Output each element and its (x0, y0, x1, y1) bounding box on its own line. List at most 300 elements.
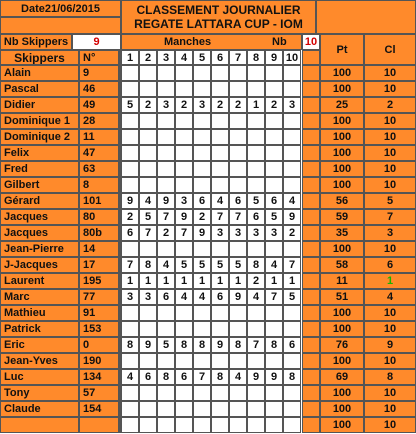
race-result (139, 417, 157, 433)
race-result: 1 (283, 273, 301, 289)
race-result (193, 305, 211, 321)
race-result: 2 (229, 97, 247, 113)
race-result (157, 321, 175, 337)
race-result (157, 353, 175, 369)
skipper-number: 80b (79, 225, 119, 241)
nb-skippers-label: Nb Skippers (0, 34, 72, 50)
race-result (193, 161, 211, 177)
race-result (193, 321, 211, 337)
skipper-name: Dominique 2 (0, 129, 79, 145)
race-result (283, 129, 301, 145)
race-result: 6 (283, 337, 301, 353)
race-result: 2 (211, 97, 229, 113)
race-result: 9 (265, 369, 283, 385)
race-result: 4 (211, 193, 229, 209)
race-result (175, 401, 193, 417)
skipper-name: J-Jacques (0, 257, 79, 273)
race-result: 2 (283, 225, 301, 241)
row-extra-column (302, 257, 320, 273)
rank-value: 10 (364, 385, 416, 401)
race-result (283, 401, 301, 417)
race-result (229, 305, 247, 321)
points-value: 35 (320, 225, 364, 241)
race-result (193, 145, 211, 161)
race-result (247, 129, 265, 145)
race-result: 5 (283, 289, 301, 305)
race-result (193, 177, 211, 193)
points-value: 25 (320, 97, 364, 113)
race-result: 7 (229, 209, 247, 225)
race-result (265, 161, 283, 177)
race-result (157, 417, 175, 433)
race-result: 3 (247, 225, 265, 241)
skipper-name: Didier (0, 97, 79, 113)
race-result (157, 401, 175, 417)
skipper-name: Laurent (0, 273, 79, 289)
race-header-2: 2 (139, 50, 157, 65)
skipper-number: 134 (79, 369, 119, 385)
race-result (157, 65, 175, 81)
header-spacer-left (0, 17, 121, 34)
race-result (175, 417, 193, 433)
race-result (247, 145, 265, 161)
skipper-number: 80 (79, 209, 119, 225)
points-value: 69 (320, 369, 364, 385)
rank-value: 10 (364, 401, 416, 417)
race-result (193, 129, 211, 145)
points-value: 100 (320, 81, 364, 97)
race-result (211, 305, 229, 321)
race-result (283, 65, 301, 81)
points-value: 51 (320, 289, 364, 305)
skipper-number: 11 (79, 129, 119, 145)
points-value: 59 (320, 209, 364, 225)
race-result (247, 385, 265, 401)
race-result (121, 417, 139, 433)
race-result (157, 177, 175, 193)
race-result (157, 81, 175, 97)
race-result (265, 177, 283, 193)
race-result: 8 (211, 369, 229, 385)
race-result (157, 129, 175, 145)
rank-value: 9 (364, 337, 416, 353)
race-result: 1 (229, 273, 247, 289)
rank-value: 10 (364, 241, 416, 257)
race-result (193, 401, 211, 417)
skipper-name (0, 417, 79, 433)
race-result (211, 129, 229, 145)
race-result (211, 417, 229, 433)
race-header-6: 6 (211, 50, 229, 65)
race-result: 3 (175, 193, 193, 209)
race-result (121, 401, 139, 417)
race-result: 7 (265, 289, 283, 305)
row-extra-column (302, 337, 320, 353)
race-result (265, 321, 283, 337)
race-result (265, 113, 283, 129)
skipper-name: Gilbert (0, 177, 79, 193)
skipper-number: 28 (79, 113, 119, 129)
skipper-name: Dominique 1 (0, 113, 79, 129)
race-result (283, 385, 301, 401)
skipper-name: Felix (0, 145, 79, 161)
points-value: 100 (320, 129, 364, 145)
rank-value: 10 (364, 145, 416, 161)
race-result: 6 (121, 225, 139, 241)
race-result (211, 321, 229, 337)
rank-value: 10 (364, 305, 416, 321)
row-extra-column (302, 161, 320, 177)
race-result (121, 113, 139, 129)
row-extra-column (302, 177, 320, 193)
race-result (121, 81, 139, 97)
rank-value: 2 (364, 97, 416, 113)
race-result: 9 (157, 193, 175, 209)
race-result (175, 241, 193, 257)
race-result: 7 (211, 209, 229, 225)
skipper-name: Alain (0, 65, 79, 81)
skipper-name: Jean-Yves (0, 353, 79, 369)
race-result: 5 (139, 209, 157, 225)
race-result: 5 (175, 257, 193, 273)
race-result: 5 (229, 257, 247, 273)
race-result: 3 (139, 289, 157, 305)
race-result: 6 (229, 193, 247, 209)
skipper-name: Claude (0, 401, 79, 417)
race-result: 1 (265, 273, 283, 289)
skipper-number: 14 (79, 241, 119, 257)
skipper-number: 8 (79, 177, 119, 193)
race-result (229, 353, 247, 369)
race-result: 1 (211, 273, 229, 289)
race-result (157, 113, 175, 129)
race-result: 6 (247, 209, 265, 225)
manches-header (121, 34, 302, 50)
race-result (193, 81, 211, 97)
race-result: 9 (175, 209, 193, 225)
race-result (139, 401, 157, 417)
race-result: 7 (283, 257, 301, 273)
race-result (283, 81, 301, 97)
row-extra-column (302, 145, 320, 161)
points-value: 58 (320, 257, 364, 273)
points-value: 76 (320, 337, 364, 353)
row-extra-column (302, 225, 320, 241)
page-title-block (121, 0, 316, 34)
race-result: 8 (193, 337, 211, 353)
race-result: 7 (157, 209, 175, 225)
race-result (121, 241, 139, 257)
points-value: 100 (320, 321, 364, 337)
skipper-number: 57 (79, 385, 119, 401)
points-value: 56 (320, 193, 364, 209)
points-value: 100 (320, 417, 364, 433)
race-result (121, 65, 139, 81)
race-result (211, 401, 229, 417)
race-result: 4 (283, 193, 301, 209)
race-result (121, 353, 139, 369)
skipper-number: 0 (79, 337, 119, 353)
skipper-name: Jacques (0, 225, 79, 241)
race-result (247, 65, 265, 81)
race-result (229, 177, 247, 193)
skipper-name: Jean-Pierre (0, 241, 79, 257)
race-header-8: 8 (247, 50, 265, 65)
race-result: 7 (193, 369, 211, 385)
race-result: 8 (175, 337, 193, 353)
race-result: 2 (121, 209, 139, 225)
race-result (175, 177, 193, 193)
race-result (139, 241, 157, 257)
row-extra-column (302, 209, 320, 225)
race-result: 8 (265, 337, 283, 353)
race-result (139, 161, 157, 177)
rank-value: 7 (364, 209, 416, 225)
race-result (265, 81, 283, 97)
race-result (121, 305, 139, 321)
row-extra-column (302, 65, 320, 81)
race-result (157, 241, 175, 257)
race-result (265, 353, 283, 369)
race-result (211, 353, 229, 369)
race-result (157, 145, 175, 161)
skipper-name: Marc (0, 289, 79, 305)
race-result (139, 321, 157, 337)
race-result: 3 (157, 97, 175, 113)
row-extra-column (302, 417, 320, 433)
race-result (175, 129, 193, 145)
row-extra-column (302, 385, 320, 401)
row-extra-column (302, 241, 320, 257)
race-result (175, 353, 193, 369)
points-header: Pt (320, 34, 364, 65)
race-result: 4 (265, 257, 283, 273)
race-result (283, 241, 301, 257)
race-result (211, 65, 229, 81)
race-result: 2 (139, 97, 157, 113)
race-result: 2 (193, 209, 211, 225)
row-extra-column (302, 273, 320, 289)
skipper-number: 91 (79, 305, 119, 321)
skipper-name: Fred (0, 161, 79, 177)
race-result: 6 (139, 369, 157, 385)
points-value: 100 (320, 305, 364, 321)
skipper-name: Pascal (0, 81, 79, 97)
race-result (229, 161, 247, 177)
skipper-name: Patrick (0, 321, 79, 337)
race-result: 6 (157, 289, 175, 305)
race-result: 2 (157, 225, 175, 241)
skipper-name: Mathieu (0, 305, 79, 321)
race-result (193, 417, 211, 433)
points-value: 100 (320, 241, 364, 257)
race-result (121, 321, 139, 337)
race-result (229, 113, 247, 129)
points-value: 100 (320, 177, 364, 193)
row-extra-column (302, 305, 320, 321)
race-result: 8 (247, 257, 265, 273)
race-result (211, 145, 229, 161)
row-extra-column (302, 321, 320, 337)
race-result: 9 (211, 337, 229, 353)
race-result (211, 385, 229, 401)
race-result (139, 353, 157, 369)
race-result: 1 (157, 273, 175, 289)
race-result (193, 353, 211, 369)
race-result (247, 161, 265, 177)
race-result: 5 (193, 257, 211, 273)
race-result: 8 (283, 369, 301, 385)
race-result: 9 (121, 193, 139, 209)
race-result (139, 177, 157, 193)
row-extra-column (302, 97, 320, 113)
skipper-number: 47 (79, 145, 119, 161)
race-result: 1 (139, 273, 157, 289)
race-result (247, 241, 265, 257)
nb-races-value: 10 (302, 34, 320, 50)
rank-header: Cl (364, 34, 416, 65)
race-result: 1 (247, 97, 265, 113)
race-result: 2 (247, 273, 265, 289)
page-title: CLASSEMENT JOURNALIER (136, 3, 301, 17)
skipper-number: 17 (79, 257, 119, 273)
race-result: 4 (121, 369, 139, 385)
race-result (265, 305, 283, 321)
row-extra-column (302, 193, 320, 209)
race-result (121, 385, 139, 401)
race-header-3: 3 (157, 50, 175, 65)
race-result (211, 177, 229, 193)
race-result: 1 (193, 273, 211, 289)
race-result (247, 113, 265, 129)
race-result: 2 (175, 97, 193, 113)
points-value: 100 (320, 65, 364, 81)
points-value: 100 (320, 113, 364, 129)
rank-value: 10 (364, 113, 416, 129)
race-result (283, 161, 301, 177)
race-result (193, 385, 211, 401)
race-result: 5 (265, 209, 283, 225)
rank-value: 10 (364, 417, 416, 433)
row-extra-column (302, 289, 320, 305)
race-result (229, 241, 247, 257)
race-result: 9 (283, 209, 301, 225)
race-result (247, 81, 265, 97)
race-header-4: 4 (175, 50, 193, 65)
race-result: 6 (211, 289, 229, 305)
skipper-number: 63 (79, 161, 119, 177)
rank-value: 5 (364, 193, 416, 209)
race-result (247, 401, 265, 417)
race-result: 4 (193, 289, 211, 305)
race-result: 5 (211, 257, 229, 273)
race-header-9: 9 (265, 50, 283, 65)
rank-value: 8 (364, 369, 416, 385)
race-result (175, 113, 193, 129)
row-extra-column (302, 401, 320, 417)
race-result: 9 (247, 369, 265, 385)
race-result (229, 401, 247, 417)
race-result: 1 (121, 273, 139, 289)
race-header-10: 10 (283, 50, 301, 65)
skipper-name: Tony (0, 385, 79, 401)
race-result (175, 81, 193, 97)
race-result (283, 145, 301, 161)
race-result: 7 (175, 225, 193, 241)
points-value: 100 (320, 353, 364, 369)
race-result (211, 113, 229, 129)
race-result (211, 81, 229, 97)
rank-value: 10 (364, 177, 416, 193)
race-result (265, 65, 283, 81)
number-header: N° (79, 50, 119, 65)
race-result (175, 305, 193, 321)
race-result (175, 321, 193, 337)
race-result (283, 113, 301, 129)
race-result (247, 177, 265, 193)
skipper-name: Eric (0, 337, 79, 353)
skipper-number (79, 417, 119, 433)
skipper-number: 9 (79, 65, 119, 81)
race-result (175, 161, 193, 177)
race-result (121, 177, 139, 193)
row-extra-column (302, 113, 320, 129)
rank-value: 10 (364, 81, 416, 97)
points-value: 11 (320, 273, 364, 289)
rank-value: 6 (364, 257, 416, 273)
skipper-number: 49 (79, 97, 119, 113)
race-result (139, 113, 157, 129)
race-result: 3 (211, 225, 229, 241)
race-result: 6 (265, 193, 283, 209)
row-extra-column (302, 369, 320, 385)
race-result: 2 (265, 97, 283, 113)
manches-label: Manches (164, 36, 212, 48)
race-result: 9 (193, 225, 211, 241)
race-result (229, 145, 247, 161)
race-result (193, 241, 211, 257)
race-result: 8 (157, 369, 175, 385)
race-result (283, 177, 301, 193)
skipper-number: 190 (79, 353, 119, 369)
rank-value: 3 (364, 225, 416, 241)
race-result (121, 145, 139, 161)
skipper-name: Luc (0, 369, 79, 385)
race-result: 4 (139, 193, 157, 209)
race-result (229, 129, 247, 145)
page-subtitle: REGATE LATTARA CUP - IOM (134, 17, 303, 31)
skipper-number: 46 (79, 81, 119, 97)
points-value: 100 (320, 385, 364, 401)
row-extra-column (302, 353, 320, 369)
race-result: 3 (121, 289, 139, 305)
skipper-name: Gérard (0, 193, 79, 209)
race-result (265, 145, 283, 161)
race-result (157, 161, 175, 177)
race-result (139, 65, 157, 81)
race-result: 6 (175, 369, 193, 385)
skipper-number: 154 (79, 401, 119, 417)
race-result: 4 (247, 289, 265, 305)
date-label: Date21/06/2015 (0, 0, 121, 17)
race-result (265, 129, 283, 145)
race-result (121, 161, 139, 177)
nb-label: Nb (272, 36, 287, 48)
race-result: 9 (229, 289, 247, 305)
race-result: 4 (229, 369, 247, 385)
race-result (247, 353, 265, 369)
race-result (229, 65, 247, 81)
